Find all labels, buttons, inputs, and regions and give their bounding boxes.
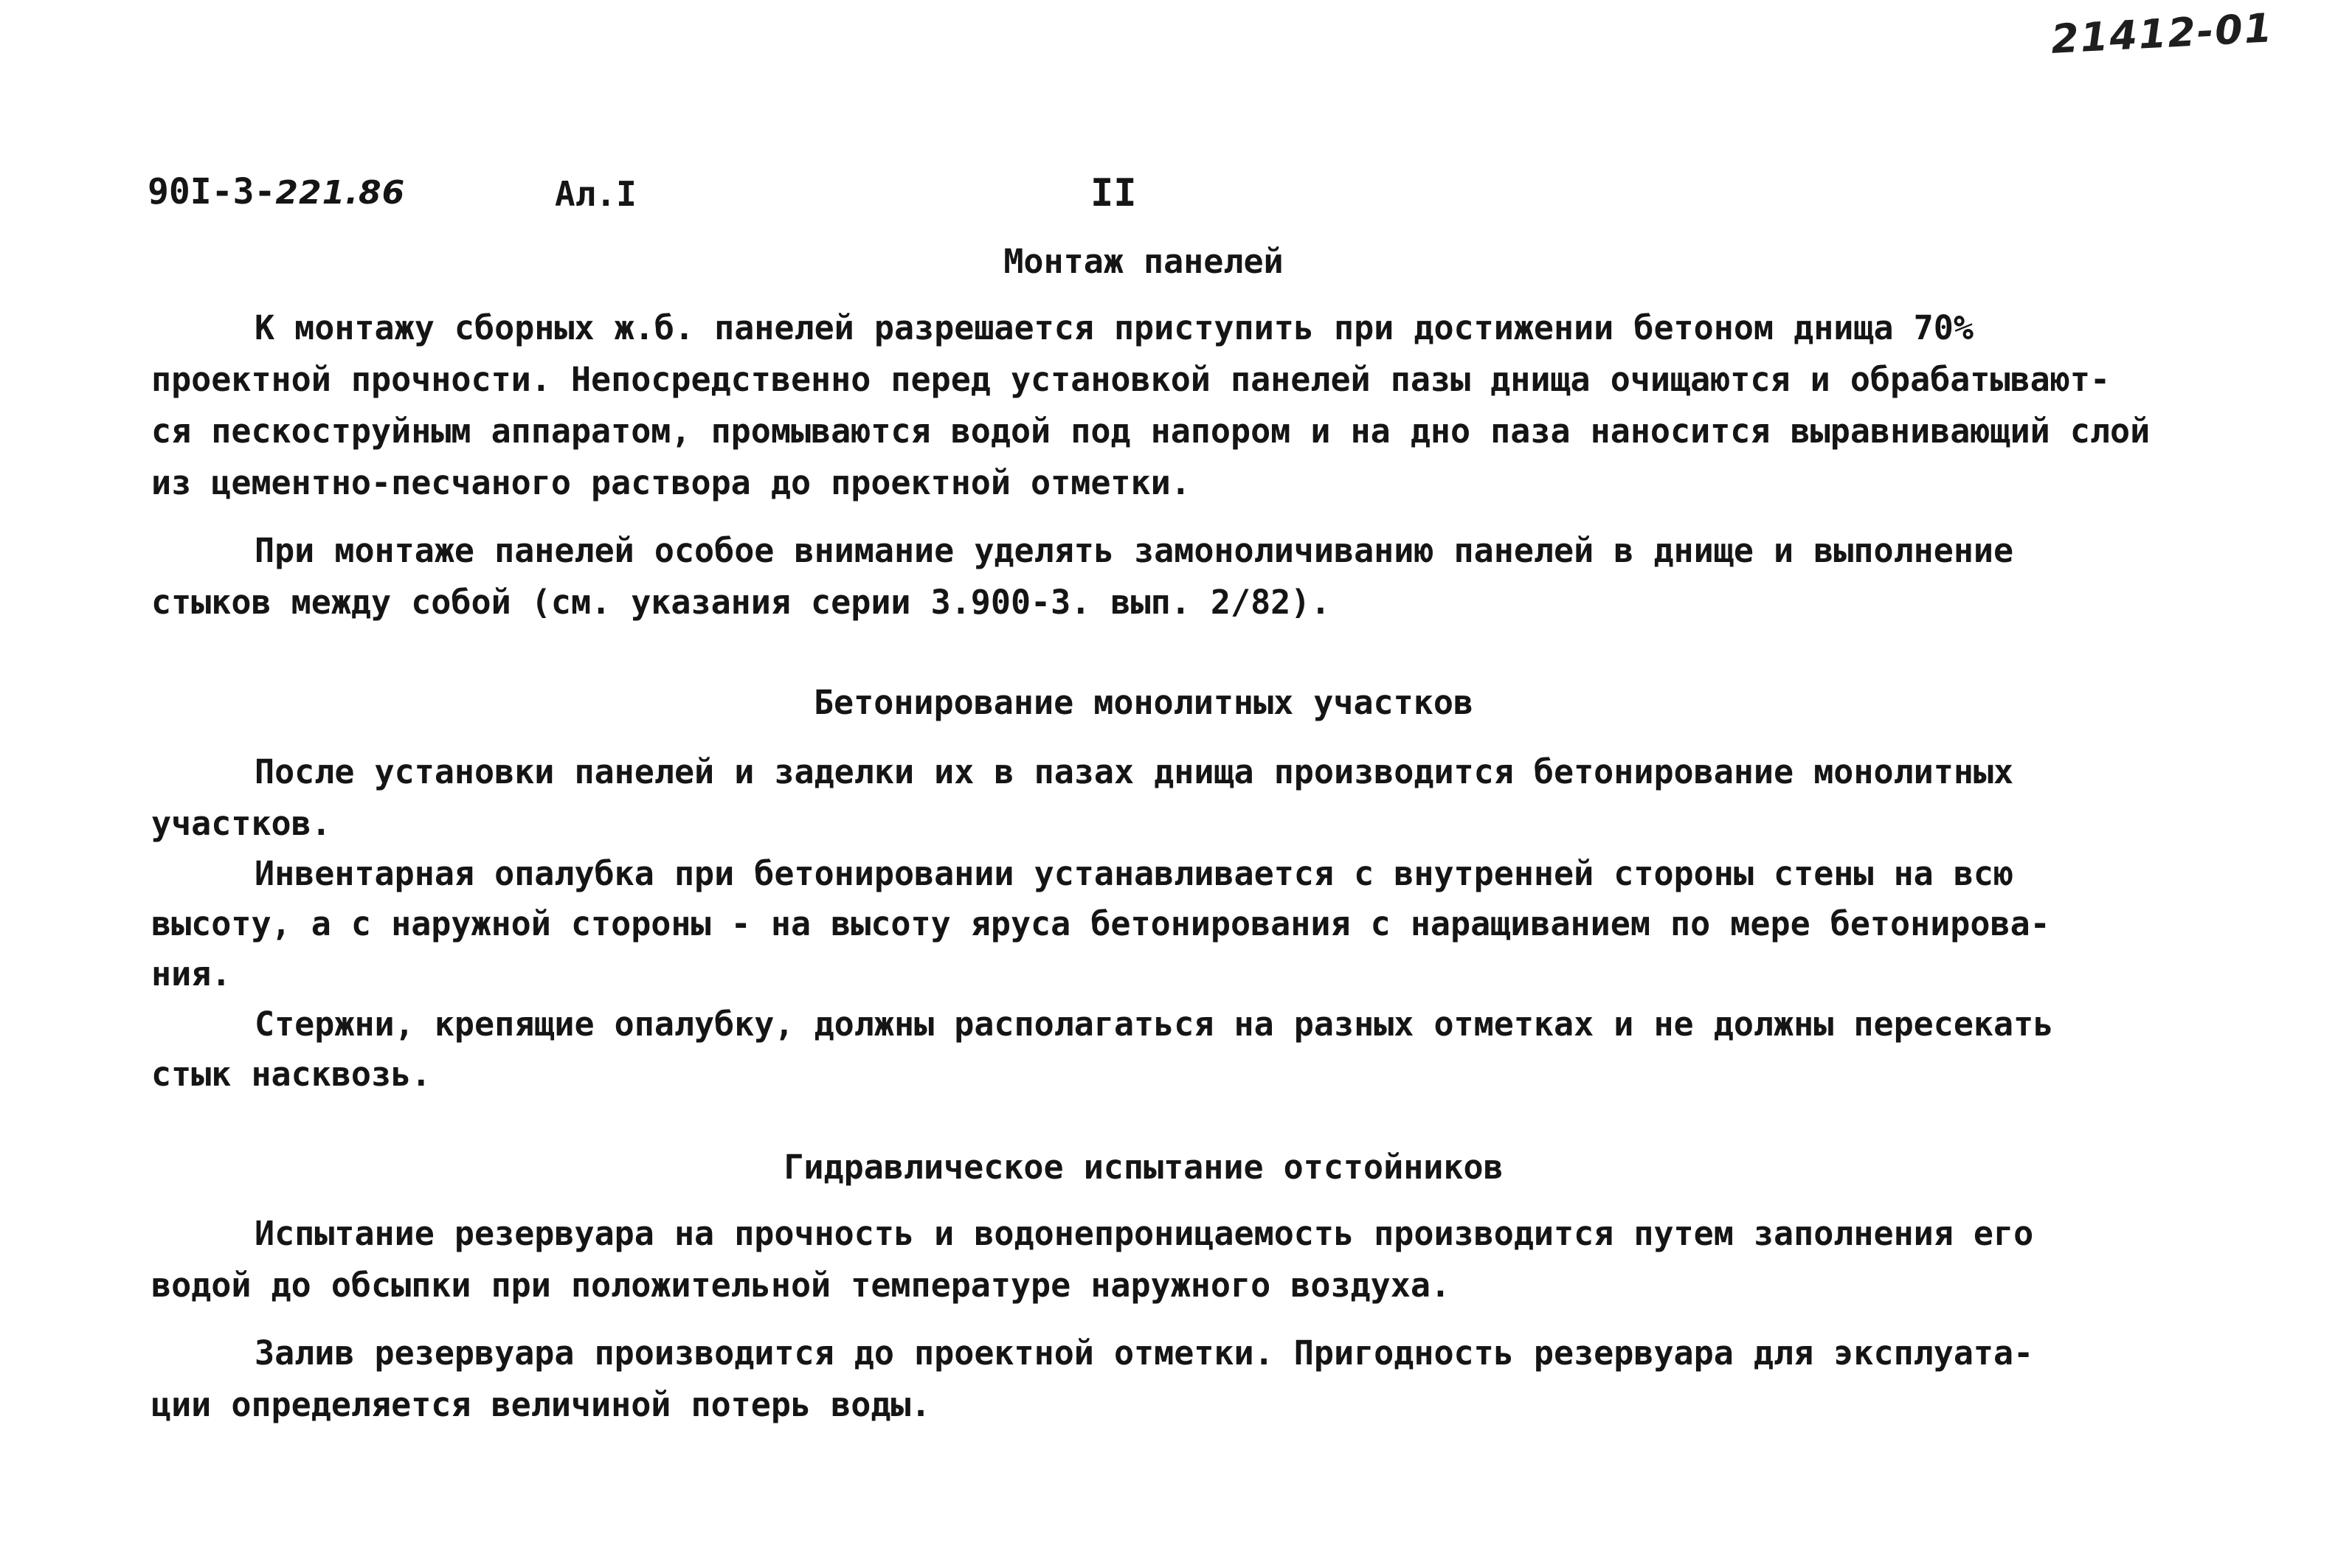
document-code-handwritten: 221.86: [275, 174, 406, 212]
paragraph-line: ции определяется величиной потерь воды.: [151, 1385, 931, 1424]
paragraph-line: Инвентарная опалубка при бетонировании устанавливается с внутренней стороны стены на всю: [255, 854, 2014, 893]
section-heading-monolithic-concreting: Бетонирование монолитных участков: [813, 683, 1474, 722]
page-number: II: [1090, 171, 1137, 215]
paragraph-line: ся пескоструйным аппаратом, промываются водой под напором и на дно паза наносится выравнивающий слой: [151, 412, 2151, 451]
sheet-label: Ал.I: [555, 174, 637, 214]
paragraph-line: Испытание резервуара на прочность и водонепроницаемость производится путем заполнения его: [255, 1214, 2034, 1253]
paragraph-line: При монтаже панелей особое внимание уделять замоноличиванию панелей в днище и выполнение: [255, 531, 2014, 570]
section-heading-panel-mounting: Монтаж панелей: [1003, 242, 1284, 281]
paragraph-line: ния.: [151, 954, 232, 993]
inventory-number: 21412-01: [2050, 4, 2275, 63]
paragraph-line: Стержни, крепящие опалубку, должны располагаться на разных отметках и не должны пересекать: [255, 1005, 2054, 1044]
paragraph-line: После установки панелей и заделки их в пазах днища производится бетонирование монолитных: [255, 752, 2014, 791]
paragraph-line: К монтажу сборных ж.б. панелей разрешается приступить при достижении бетоном днища 70%: [255, 308, 1974, 347]
document-code-prefix: 90I-3-: [148, 171, 276, 212]
paragraph-line: водой до обсыпки при положительной температуре наружного воздуха.: [151, 1266, 1450, 1305]
paragraph-line: стыков между собой (см. указания серии 3.900-3. вып. 2/82).: [151, 583, 1331, 622]
section-heading-hydraulic-test: Гидравлическое испытание отстойников: [784, 1148, 1504, 1187]
paragraph-line: из цементно-песчаного раствора до проектной отметки.: [151, 463, 1191, 502]
paragraph-line: Залив резервуара производится до проектной отметки. Пригодность резервуара для эксплуата-: [255, 1333, 2034, 1373]
paragraph-line: проектной прочности. Непосредственно перед установкой панелей пазы днища очищаются и обрабатывают-: [151, 360, 2111, 399]
paragraph-line: участков.: [151, 804, 331, 843]
paragraph-line: стык насквозь.: [151, 1055, 432, 1094]
document-code: [148, 171, 405, 212]
paragraph-line: высоту, а с наружной стороны - на высоту яруса бетонирования с наращиванием по мере бетонирова-: [151, 904, 2050, 943]
